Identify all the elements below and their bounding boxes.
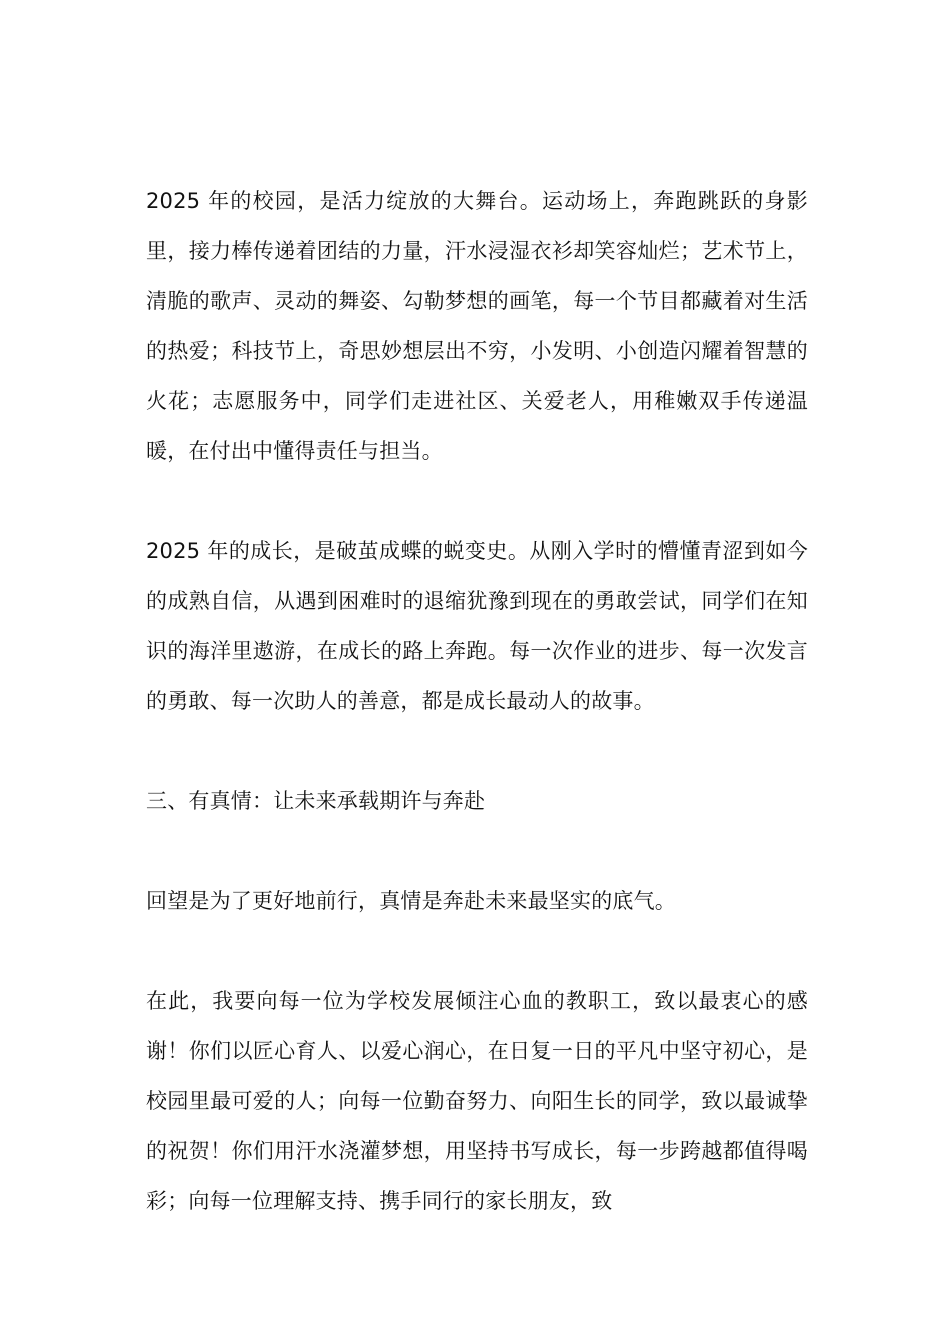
paragraph-gap: [146, 926, 808, 976]
paragraph-thanks: 在此，我要向每一位为学校发展倾注心血的教职工，致以最衷心的感谢！你们以匠心育人、以爱心润心，在日复一日的平凡中坚守初心，是校园里最可爱的人；向每一位勤奋努力、向阳生长的同学，致以最诚挚的祝贺！你们用汗水浇灌梦想，用坚持书写成长，每一步跨越都值得喝彩；向每一位理解支持、携手同行的家长朋友，致: [146, 989, 808, 1213]
paragraph-gap: [146, 826, 808, 876]
section-heading: 三、有真情：让未来承载期许与奔赴: [146, 789, 486, 813]
paragraph-gap: [146, 476, 808, 526]
document-body: [146, 176, 808, 1226]
paragraph-growth: 2025 年的成长，是破茧成蝶的蜕变史。从刚入学时的懵懂青涩到如今的成熟自信，从遇到困难时的退缩犹豫到现在的勇敢尝试，同学们在知识的海洋里遨游，在成长的路上奔跑。每一次作业的进步、每一次发言的勇敢、每一次助人的善意，都是成长最动人的故事。: [146, 539, 808, 713]
paragraph-gap: [146, 726, 808, 776]
paragraph-lookback: 回望是为了更好地前行，真情是奔赴未来最坚实的底气。: [146, 889, 676, 913]
paragraph-campus: 2025 年的校园，是活力绽放的大舞台。运动场上，奔跑跳跃的身影里，接力棒传递着团结的力量，汗水浸湿衣衫却笑容灿烂；艺术节上，清脆的歌声、灵动的舞姿、勾勒梦想的画笔，每一个节目都藏着对生活的热爱；科技节上，奇思妙想层出不穷，小发明、小创造闪耀着智慧的火花；志愿服务中，同学们走进社区、关爱老人，用稚嫩双手传递温暖，在付出中懂得责任与担当。: [146, 189, 808, 463]
